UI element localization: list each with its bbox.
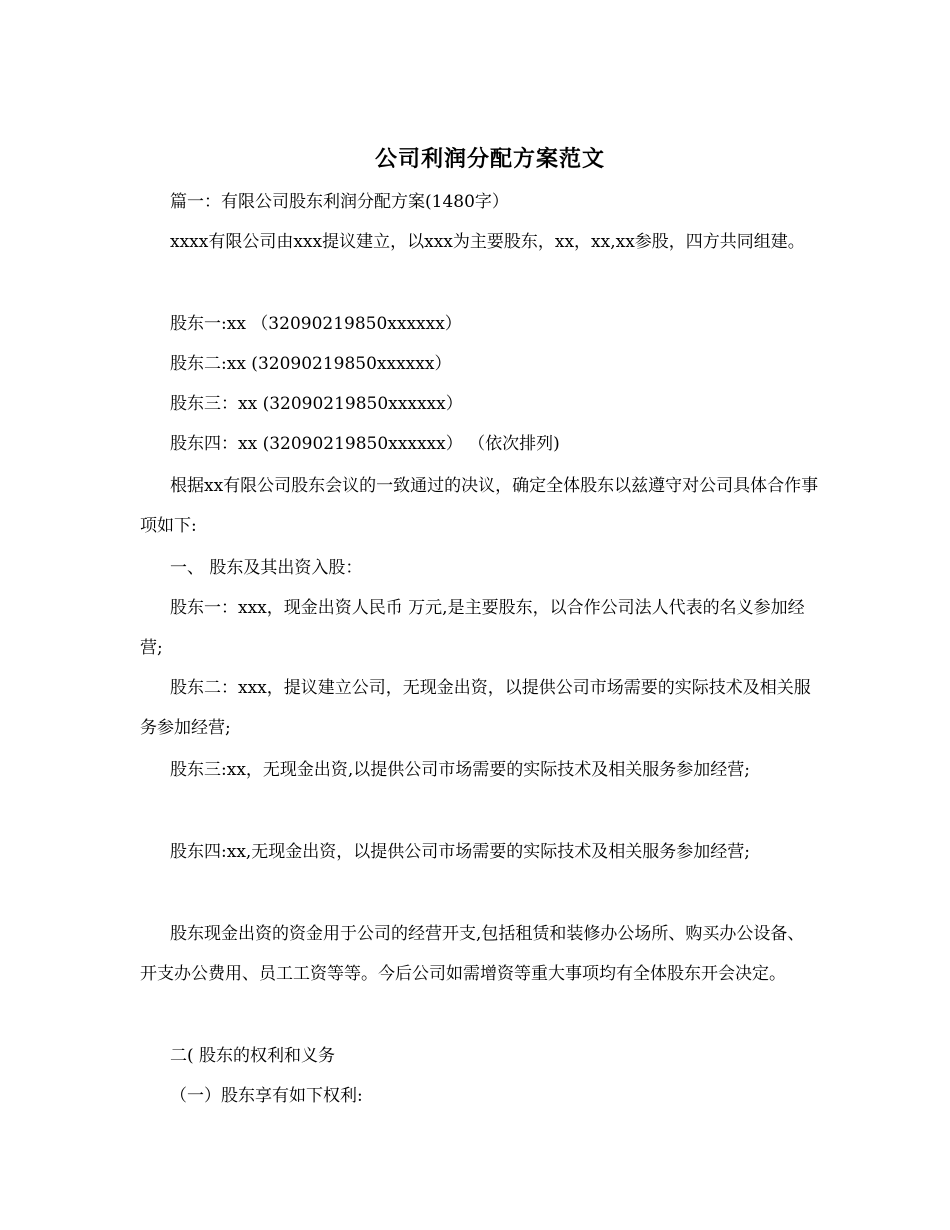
resolution-paragraph: 根据xx有限公司股东会议的一致通过的决议，确定全体股东以兹遵守对公司具体合作事项如下:	[140, 476, 819, 536]
contribution-1-paragraph: 股东一：xxx，现金出资人民币 万元,是主要股东，以合作公司法人代表的名义参加经营;	[140, 598, 805, 658]
shareholder-1-line: 股东一:xx （32090219850xxxxxx）	[170, 314, 462, 334]
part-two-heading: 二( 股东的权利和义务	[170, 1046, 336, 1066]
funds-usage-paragraph: 股东现金出资的资金用于公司的经营开支,包括租赁和装修办公场所、购买办公设备、开支办公费用、员工工资等等。今后公司如需增资等重大事项均有全体股东开会决定。	[140, 924, 805, 984]
contribution-2-paragraph: 股东二：xxx，提议建立公司，无现金出资，以提供公司市场需要的实际技术及相关服务参加经营;	[140, 678, 811, 738]
shareholder-4-line: 股东四：xx (32090219850xxxxxx） （依次排列)	[170, 434, 560, 454]
rights-heading: （一）股东享有如下权利:	[170, 1086, 363, 1106]
shareholder-2-line: 股东二:xx (32090219850xxxxxx）	[170, 354, 452, 374]
contribution-3-paragraph: 股东三:xx，无现金出资,以提供公司市场需要的实际技术及相关服务参加经营;	[170, 760, 751, 780]
intro-paragraph: xxxx有限公司由xxx提议建立，以xxx为主要股东，xx，xx,xx参股，四方共同组建。	[170, 232, 805, 252]
contribution-4-paragraph: 股东四:xx,无现金出资，以提供公司市场需要的实际技术及相关服务参加经营;	[170, 842, 751, 862]
section-heading: 篇一：有限公司股东利润分配方案(1480字）	[170, 192, 509, 212]
shareholder-3-line: 股东三：xx (32090219850xxxxxx）	[170, 394, 463, 414]
part-one-heading: 一、 股东及其出资入股：	[170, 558, 363, 578]
document-title: 公司利润分配方案范文	[374, 146, 605, 172]
